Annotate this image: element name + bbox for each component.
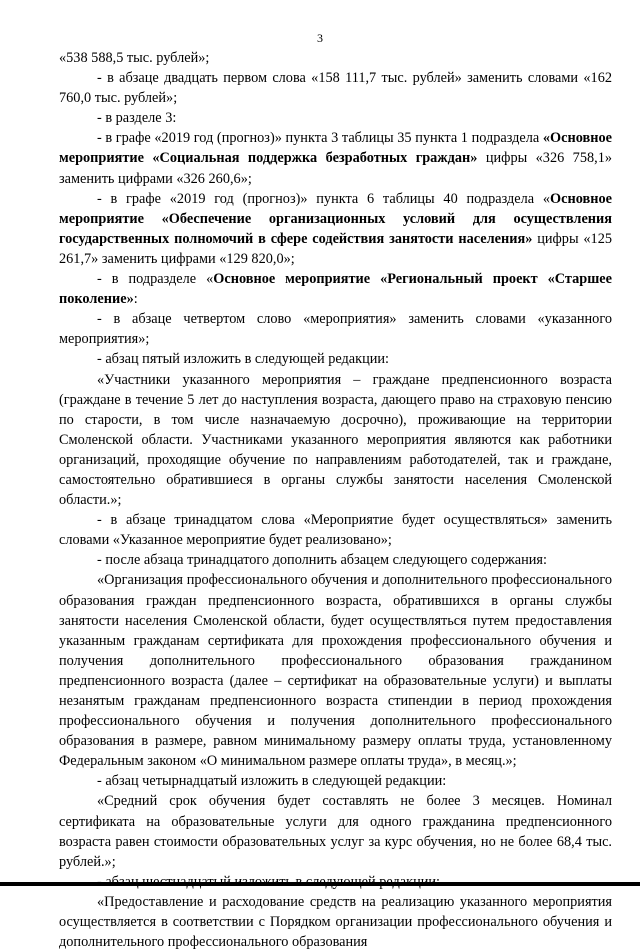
page-number: 3: [317, 31, 323, 45]
text-run: - в абзаце тринадцатом слова «Мероприятие будет осуществляться» заменить словами «Указанное мероприятие будет реализовано»;: [59, 512, 612, 549]
text-run: - в графе «2019 год (прогноз)» пункта 3 таблицы 35 пункта 1 подраздела: [97, 130, 543, 147]
bold-text-run: Основное мероприятие «Региональный проект «Старшее поколение»: [59, 271, 612, 308]
scan-edge-rule: [0, 882, 640, 886]
text-run: «Организация профессионального обучения и дополнительного профессионального образования граждан предпенсионного возраста, обратившихся в органы службы занятости населения Смоленской области, будет осуществляться путем предоставления указанным гражданам сертификата для прохождения профессионального обучения и получения дополнительного профессионального образования гражданином предпенсионного возраста (далее – сертификат на образовательные услуги) и выплаты незанятым гражданам предпенсионного возраста стипендии в период прохождения профессионального обучения и получения дополнительного профессионального образования в размере, равном минимальному размеру оплаты труда, установленному Федеральным законом «О минимальном размере оплаты труда», в месяц.»;: [59, 572, 612, 770]
paragraph: [59, 370, 612, 511]
text-run: цифры «125 261,7» заменить цифрами «129 820,0»;: [59, 230, 612, 267]
paragraph: [59, 68, 612, 108]
paragraph: [59, 771, 612, 791]
paragraph: [59, 269, 612, 309]
bold-text-run: Основное мероприятие «Обеспечение организационных условий для осуществления государственных полномочий в сфере содействия занятости населения»: [59, 190, 612, 247]
text-run: «Предоставление и расходование средств на реализацию указанного мероприятия осуществляется в соответствии с Порядком организации профессионального обучения и дополнительного профессионального образования: [59, 893, 612, 951]
text-run: цифры «326 758,1» заменить цифрами «326 260,6»;: [59, 150, 612, 187]
bold-text-run: «Основное мероприятие «Социальная поддержка безработных граждан»: [59, 130, 612, 167]
paragraph: [59, 892, 612, 952]
paragraph: [59, 189, 612, 269]
text-run: - в абзаце четвертом слово «мероприятия» заменить словами «указанного мероприятия»;: [59, 311, 612, 348]
text-run: - абзац пятый изложить в следующей редакции:: [97, 351, 390, 368]
paragraph: [59, 108, 612, 128]
paragraph: [59, 48, 612, 68]
text-run: :: [133, 291, 138, 308]
text-run: - абзац четырнадцатый изложить в следующей редакции:: [97, 773, 447, 790]
document-body: [59, 48, 612, 952]
text-run: - в подразделе «: [97, 271, 214, 288]
text-run: «Средний срок обучения будет составлять не более 3 месяцев. Номинал сертификата на образовательные услуги для одного гражданина предпенсионного возраста равен стоимости образовательных услуг за курс обучения, но не более 68,4 тыс. рублей.»;: [59, 793, 612, 870]
paragraph: [59, 128, 612, 188]
paragraph: [59, 309, 612, 349]
text-run: - в графе «2019 год (прогноз)» пункта 6 таблицы 40 подраздела «: [97, 190, 551, 207]
text-run: - в абзаце двадцать первом слова «158 111,7 тыс. рублей» заменить словами «162 760,0 тыс. рублей»;: [59, 70, 612, 107]
paragraph: [59, 349, 612, 369]
text-run: «538 588,5 тыс. рублей»;: [59, 50, 210, 66]
paragraph: [59, 550, 612, 570]
paragraph: [59, 791, 612, 871]
text-run: «Участники указанного мероприятия – граждане предпенсионного возраста (граждане в течение 5 лет до наступления возраста, дающего право на страховую пенсию по старости, в том числе назначаемую досрочно), проживающие на территории Смоленской области. Участниками указанного мероприятия являются как работники организаций, проходящие обучение по направлениям работодателей, так и граждане, самостоятельно обратившиеся в органы службы занятости населения Смоленской области.»;: [59, 371, 612, 509]
text-run: - после абзаца тринадцатого дополнить абзацем следующего содержания:: [97, 552, 547, 569]
paragraph: [59, 570, 612, 771]
paragraph: [59, 510, 612, 550]
text-run: - в разделе 3:: [97, 110, 177, 127]
